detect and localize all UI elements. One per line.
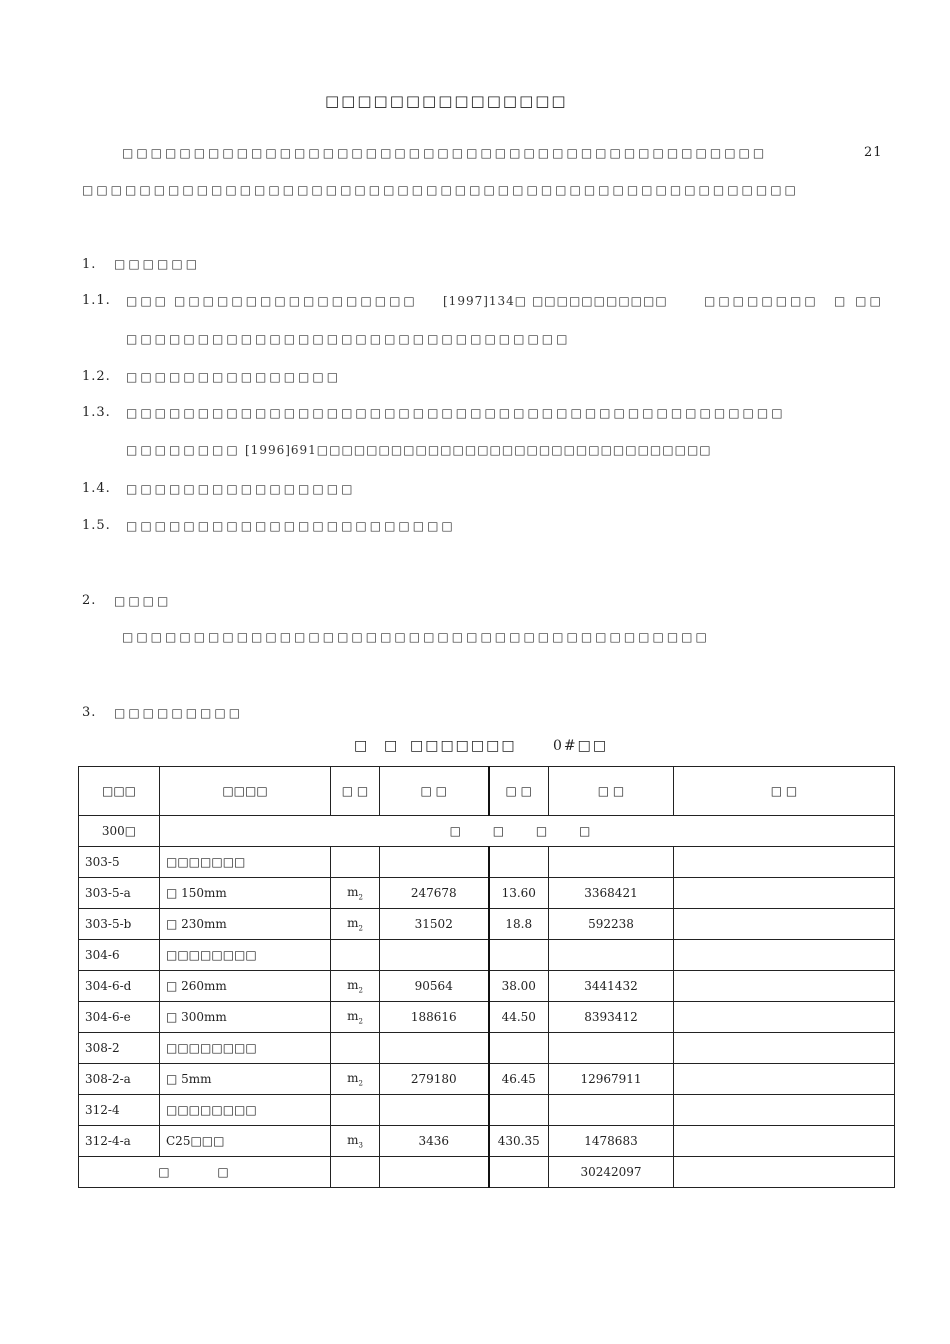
row-price: 46.45 — [489, 1064, 549, 1095]
row-amount — [549, 940, 674, 971]
row-amount: 8393412 — [549, 1002, 674, 1033]
row-remark — [674, 1002, 895, 1033]
section-1-1-part-d: □□□□□□□□ — [704, 294, 819, 308]
table-row — [79, 878, 895, 909]
row-name: □ 300mm — [160, 1002, 331, 1033]
row-code: 304-6-e — [79, 1002, 160, 1033]
table-row — [79, 1033, 895, 1064]
table-row — [79, 1095, 895, 1126]
row-quantity: 3436 — [380, 1126, 489, 1157]
section-3-number: 3. — [82, 705, 97, 720]
section-code: 300□ — [79, 816, 160, 847]
section-1-5-number: 1.5. — [82, 518, 111, 533]
header-code: □□□ — [79, 767, 160, 816]
header-quantity: □ □ — [380, 767, 489, 816]
row-price — [489, 1095, 549, 1126]
row-name: □ 230mm — [160, 909, 331, 940]
row-name: □ 260mm — [160, 971, 331, 1002]
header-unit: □ □ — [331, 767, 380, 816]
total-price — [489, 1157, 549, 1188]
row-code: 312-4 — [79, 1095, 160, 1126]
row-code: 304-6-d — [79, 971, 160, 1002]
row-unit — [331, 1064, 380, 1095]
section-1-1-number: 1.1. — [82, 293, 111, 308]
section-1-1-part-e: □ □□ — [834, 294, 884, 308]
row-name: □□□□□□□ — [160, 847, 331, 878]
row-name: C25□□□ — [160, 1126, 331, 1157]
row-unit-base: m — [347, 1008, 359, 1023]
row-quantity: 31502 — [380, 909, 489, 940]
row-price: 38.00 — [489, 971, 549, 1002]
row-amount: 1478683 — [549, 1126, 674, 1157]
row-amount — [549, 1095, 674, 1126]
row-unit — [331, 1095, 380, 1126]
quantity-table — [78, 766, 895, 1188]
row-unit — [331, 847, 380, 878]
total-row — [79, 1157, 895, 1188]
table-header-row — [79, 767, 895, 816]
row-unit — [331, 878, 380, 909]
section-1-1-continuation: □□□□□□□□□□□□□□□□□□□□□□□□□□□□□□□ — [126, 332, 571, 346]
row-remark — [674, 971, 895, 1002]
row-unit-base: m — [347, 915, 359, 930]
row-name: □ 5mm — [160, 1064, 331, 1095]
section-3-title: □□□□□□□□□ — [114, 706, 244, 720]
row-price: 430.35 — [489, 1126, 549, 1157]
row-unit-base: m — [347, 884, 359, 899]
intro-number: 21 — [864, 145, 883, 160]
table-title-a: □ — [354, 738, 370, 754]
section-1-1-part-a: □□□ — [126, 294, 170, 308]
row-quantity — [380, 1033, 489, 1064]
row-amount: 592238 — [549, 909, 674, 940]
intro-line-2: □□□□□□□□□□□□□□□□□□□□□□□□□□□□□□□□□□□□□□□□□□□□□□□□□□ — [82, 183, 799, 197]
row-unit — [331, 1033, 380, 1064]
row-unit-base: m — [347, 977, 359, 992]
section-1-4-text: □□□□□□□□□□□□□□□□ — [126, 482, 356, 496]
row-unit-exponent: 2 — [358, 986, 363, 995]
row-remark — [674, 1095, 895, 1126]
row-unit — [331, 1126, 380, 1157]
row-unit-exponent: 2 — [358, 924, 363, 933]
section-row — [79, 816, 895, 847]
table-row — [79, 1064, 895, 1095]
row-code: 303-5-a — [79, 878, 160, 909]
total-remark — [674, 1157, 895, 1188]
row-quantity — [380, 847, 489, 878]
row-name: □□□□□□□□ — [160, 1033, 331, 1064]
intro-line-1: □□□□□□□□□□□□□□□□□□□□□□□□□□□□□□□□□□□□□□□□□□□□□ — [122, 146, 768, 160]
row-remark — [674, 1033, 895, 1064]
row-unit — [331, 971, 380, 1002]
row-amount: 12967911 — [549, 1064, 674, 1095]
section-2-number: 2. — [82, 593, 97, 608]
header-price: □ □ — [489, 767, 549, 816]
row-code: 308-2 — [79, 1033, 160, 1064]
section-1-2-text: □□□□□□□□□□□□□□□ — [126, 370, 342, 384]
table-row — [79, 847, 895, 878]
row-remark — [674, 1064, 895, 1095]
section-1-3-text: □□□□□□□□□□□□□□□□□□□□□□□□□□□□□□□□□□□□□□□□□□□□□□ — [126, 406, 786, 420]
row-code: 308-2-a — [79, 1064, 160, 1095]
row-unit-base: m — [347, 1132, 359, 1147]
row-price — [489, 1033, 549, 1064]
table-row — [79, 1002, 895, 1033]
row-remark — [674, 847, 895, 878]
section-2-title: □□□□ — [114, 594, 172, 608]
row-unit-exponent: 2 — [358, 893, 363, 902]
row-code: 303-5-b — [79, 909, 160, 940]
row-amount — [549, 1033, 674, 1064]
header-remark: □ □ — [674, 767, 895, 816]
section-1-1-part-b: □□□□□□□□□□□□□□□□□ — [174, 294, 418, 308]
row-quantity: 279180 — [380, 1064, 489, 1095]
section-1-number: 1. — [82, 257, 97, 272]
section-2-text: □□□□□□□□□□□□□□□□□□□□□□□□□□□□□□□□□□□□□□□□□ — [122, 630, 710, 644]
row-quantity: 188616 — [380, 1002, 489, 1033]
row-quantity: 247678 — [380, 878, 489, 909]
row-price: 18.8 — [489, 909, 549, 940]
row-remark — [674, 940, 895, 971]
row-unit — [331, 1002, 380, 1033]
document-title: □□□□□□□□□□□□□□□ — [325, 92, 568, 110]
row-quantity — [380, 940, 489, 971]
header-amount: □ □ — [549, 767, 674, 816]
row-amount: 3368421 — [549, 878, 674, 909]
row-price — [489, 940, 549, 971]
row-remark — [674, 909, 895, 940]
row-name: □□□□□□□□ — [160, 1095, 331, 1126]
row-unit-exponent: 3 — [358, 1141, 363, 1150]
row-code: 312-4-a — [79, 1126, 160, 1157]
table-title-c: □□□□□□□ — [410, 738, 517, 754]
section-1-5-text: □□□□□□□□□□□□□□□□□□□□□□□ — [126, 519, 456, 533]
section-1-3-cont-b: [1996]691□□□□□□□□□□□□□□□□□□□□□□□□□□□□□□□□ — [245, 443, 712, 457]
row-unit — [331, 909, 380, 940]
row-unit-exponent: 2 — [358, 1079, 363, 1088]
row-price — [489, 847, 549, 878]
total-unit — [331, 1157, 380, 1188]
section-1-4-number: 1.4. — [82, 481, 111, 496]
row-unit — [331, 940, 380, 971]
section-1-2-number: 1.2. — [82, 369, 111, 384]
row-code: 304-6 — [79, 940, 160, 971]
table-title-b: □ — [384, 738, 400, 754]
row-name: □□□□□□□□ — [160, 940, 331, 971]
table-row — [79, 940, 895, 971]
total-quantity — [380, 1157, 489, 1188]
total-label: □ □ — [79, 1157, 331, 1188]
row-price: 44.50 — [489, 1002, 549, 1033]
section-1-1-part-c: [1997]134□ □□□□□□□□□□□ — [443, 294, 668, 308]
table-row — [79, 971, 895, 1002]
row-amount — [549, 847, 674, 878]
row-unit-base: m — [347, 1070, 359, 1085]
table-row — [79, 1126, 895, 1157]
total-amount: 30242097 — [549, 1157, 674, 1188]
row-remark — [674, 1126, 895, 1157]
table-title-d: 0#□□ — [553, 738, 609, 754]
section-1-3-number: 1.3. — [82, 405, 111, 420]
row-price: 13.60 — [489, 878, 549, 909]
row-code: 303-5 — [79, 847, 160, 878]
row-amount: 3441432 — [549, 971, 674, 1002]
section-text: □ □ □ □ — [160, 816, 895, 847]
header-name: □□□□ — [160, 767, 331, 816]
row-remark — [674, 878, 895, 909]
row-name: □ 150mm — [160, 878, 331, 909]
row-quantity — [380, 1095, 489, 1126]
row-quantity: 90564 — [380, 971, 489, 1002]
section-1-3-cont-a: □□□□□□□□ — [126, 443, 241, 457]
section-1-title: □□□□□□ — [114, 257, 201, 271]
table-row — [79, 909, 895, 940]
row-unit-exponent: 2 — [358, 1017, 363, 1026]
